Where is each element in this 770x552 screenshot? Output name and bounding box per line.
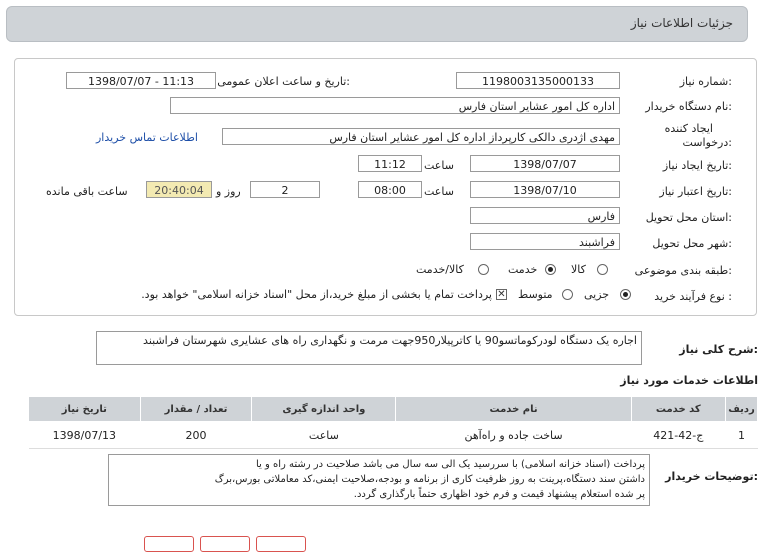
remaining-time-label: ساعت باقی مانده bbox=[46, 185, 128, 198]
category-goods-label: کالا bbox=[571, 263, 586, 276]
cell-service-name: ساخت جاده و راه‌آهن bbox=[396, 422, 631, 449]
days-field: 2 bbox=[250, 181, 320, 198]
creator-field: مهدی اژدری دالکی کارپرداز اداره کل امور عشایر استان فارس bbox=[222, 128, 620, 145]
buyer-notes-field bbox=[108, 454, 650, 506]
valid-date-label: تاریخ اعتبار نیاز: bbox=[659, 185, 732, 198]
create-time-label: ساعت bbox=[424, 159, 454, 172]
buyer-contact-link[interactable]: اطلاعات تماس خریدار bbox=[96, 131, 198, 144]
buyer-notes-label: توضیحات خریدار: bbox=[665, 470, 758, 483]
province-label: استان محل تحویل: bbox=[645, 211, 732, 224]
cell-service-code: ج-42-421 bbox=[631, 422, 725, 449]
services-title: اطلاعات خدمات مورد نیاز bbox=[620, 374, 758, 387]
city-label: شهر محل تحویل: bbox=[652, 237, 732, 250]
creator-label-2: درخواست: bbox=[682, 136, 732, 149]
col-quantity: تعداد / مقدار bbox=[140, 397, 252, 422]
col-row: ردیف bbox=[725, 397, 757, 422]
treasury-checkbox-label: پرداخت تمام یا بخشی از مبلغ خرید،از محل "اسناد خزانه اسلامی" خواهد بود. bbox=[141, 288, 492, 301]
cell-need-date: 1398/07/13 bbox=[29, 422, 141, 449]
buyer-notes-line: داشتن سند دستگاه،پرینت به روز ظرفیت کاری از برنامه و بودجه،صلاحیت ایمنی،کد معاملاتی بورس،برگ bbox=[214, 474, 645, 485]
process-medium-radio[interactable] bbox=[562, 289, 573, 300]
page-header bbox=[6, 6, 748, 42]
treasury-checkbox[interactable]: ✕ bbox=[497, 289, 506, 300]
category-service-radio[interactable] bbox=[545, 264, 556, 275]
cell-unit: ساعت bbox=[252, 422, 396, 449]
process-label: نوع فرآیند خرید : bbox=[654, 290, 732, 303]
days-label: روز و bbox=[216, 185, 241, 198]
cell-row: 1 bbox=[725, 422, 757, 449]
province-field: فارس bbox=[470, 207, 620, 224]
bottom-button-2[interactable] bbox=[200, 536, 250, 552]
category-label: طبقه بندی موضوعی: bbox=[634, 264, 732, 277]
category-goods-service-radio[interactable] bbox=[478, 264, 489, 275]
process-medium-label: متوسط bbox=[518, 288, 553, 301]
process-minor-radio[interactable] bbox=[620, 289, 631, 300]
col-need-date: تاریخ نیاز bbox=[29, 397, 141, 422]
city-field: فراشبند bbox=[470, 233, 620, 250]
process-minor-label: جزیی bbox=[584, 288, 610, 301]
announce-field: 1398/07/07 - 11:13 bbox=[66, 72, 216, 89]
create-date-field: 1398/07/07 bbox=[470, 155, 620, 172]
valid-date-field: 1398/07/10 bbox=[470, 181, 620, 198]
bottom-button-3[interactable] bbox=[256, 536, 306, 552]
creator-label-1: ایجاد کننده bbox=[664, 122, 713, 135]
category-goods-radio[interactable] bbox=[597, 264, 608, 275]
summary-field: اجاره یک دستگاه لودرکوماتسو90 یا کاترپیلار950جهت مرمت و نگهداری راه های عشایری شهرستان فراشبند bbox=[96, 331, 642, 365]
announce-label: تاریخ و ساعت اعلان عمومی: bbox=[217, 75, 350, 88]
summary-label: شرح کلی نیاز: bbox=[679, 343, 758, 356]
need-number-field: 1198003135000133 bbox=[456, 72, 620, 89]
page-title: جزئیات اطلاعات نیاز bbox=[630, 16, 733, 30]
buyer-notes-line: پر شده استعلام پیشنهاد قیمت و فرم خود اظهاری حتماً بارگذاری گردد. bbox=[353, 489, 645, 500]
valid-time-field: 08:00 bbox=[358, 181, 422, 198]
create-time-field: 11:12 bbox=[358, 155, 422, 172]
table-row bbox=[29, 422, 758, 449]
col-service-code: کد خدمت bbox=[631, 397, 725, 422]
category-goods-service-label: کالا/خدمت bbox=[416, 263, 464, 276]
need-number-label: شماره نیاز: bbox=[679, 75, 732, 88]
remaining-time-field: 20:40:04 bbox=[146, 181, 212, 198]
valid-time-label: ساعت bbox=[424, 185, 454, 198]
buyer-notes-line: پرداخت (اسناد خزانه اسلامی) با سررسید یک الی سه سال می باشد صلاحیت در رشته راه و یا bbox=[255, 459, 645, 470]
category-service-label: خدمت bbox=[508, 263, 538, 276]
col-unit: واحد اندازه گیری bbox=[252, 397, 396, 422]
buyer-org-label: نام دستگاه خریدار: bbox=[645, 100, 732, 113]
bottom-button-1[interactable] bbox=[144, 536, 194, 552]
cell-quantity: 200 bbox=[140, 422, 252, 449]
create-date-label: تاریخ ایجاد نیاز: bbox=[662, 159, 732, 172]
services-table bbox=[28, 396, 758, 449]
col-service-name: نام خدمت bbox=[396, 397, 631, 422]
buyer-org-field: اداره کل امور عشایر استان فارس bbox=[170, 97, 620, 114]
